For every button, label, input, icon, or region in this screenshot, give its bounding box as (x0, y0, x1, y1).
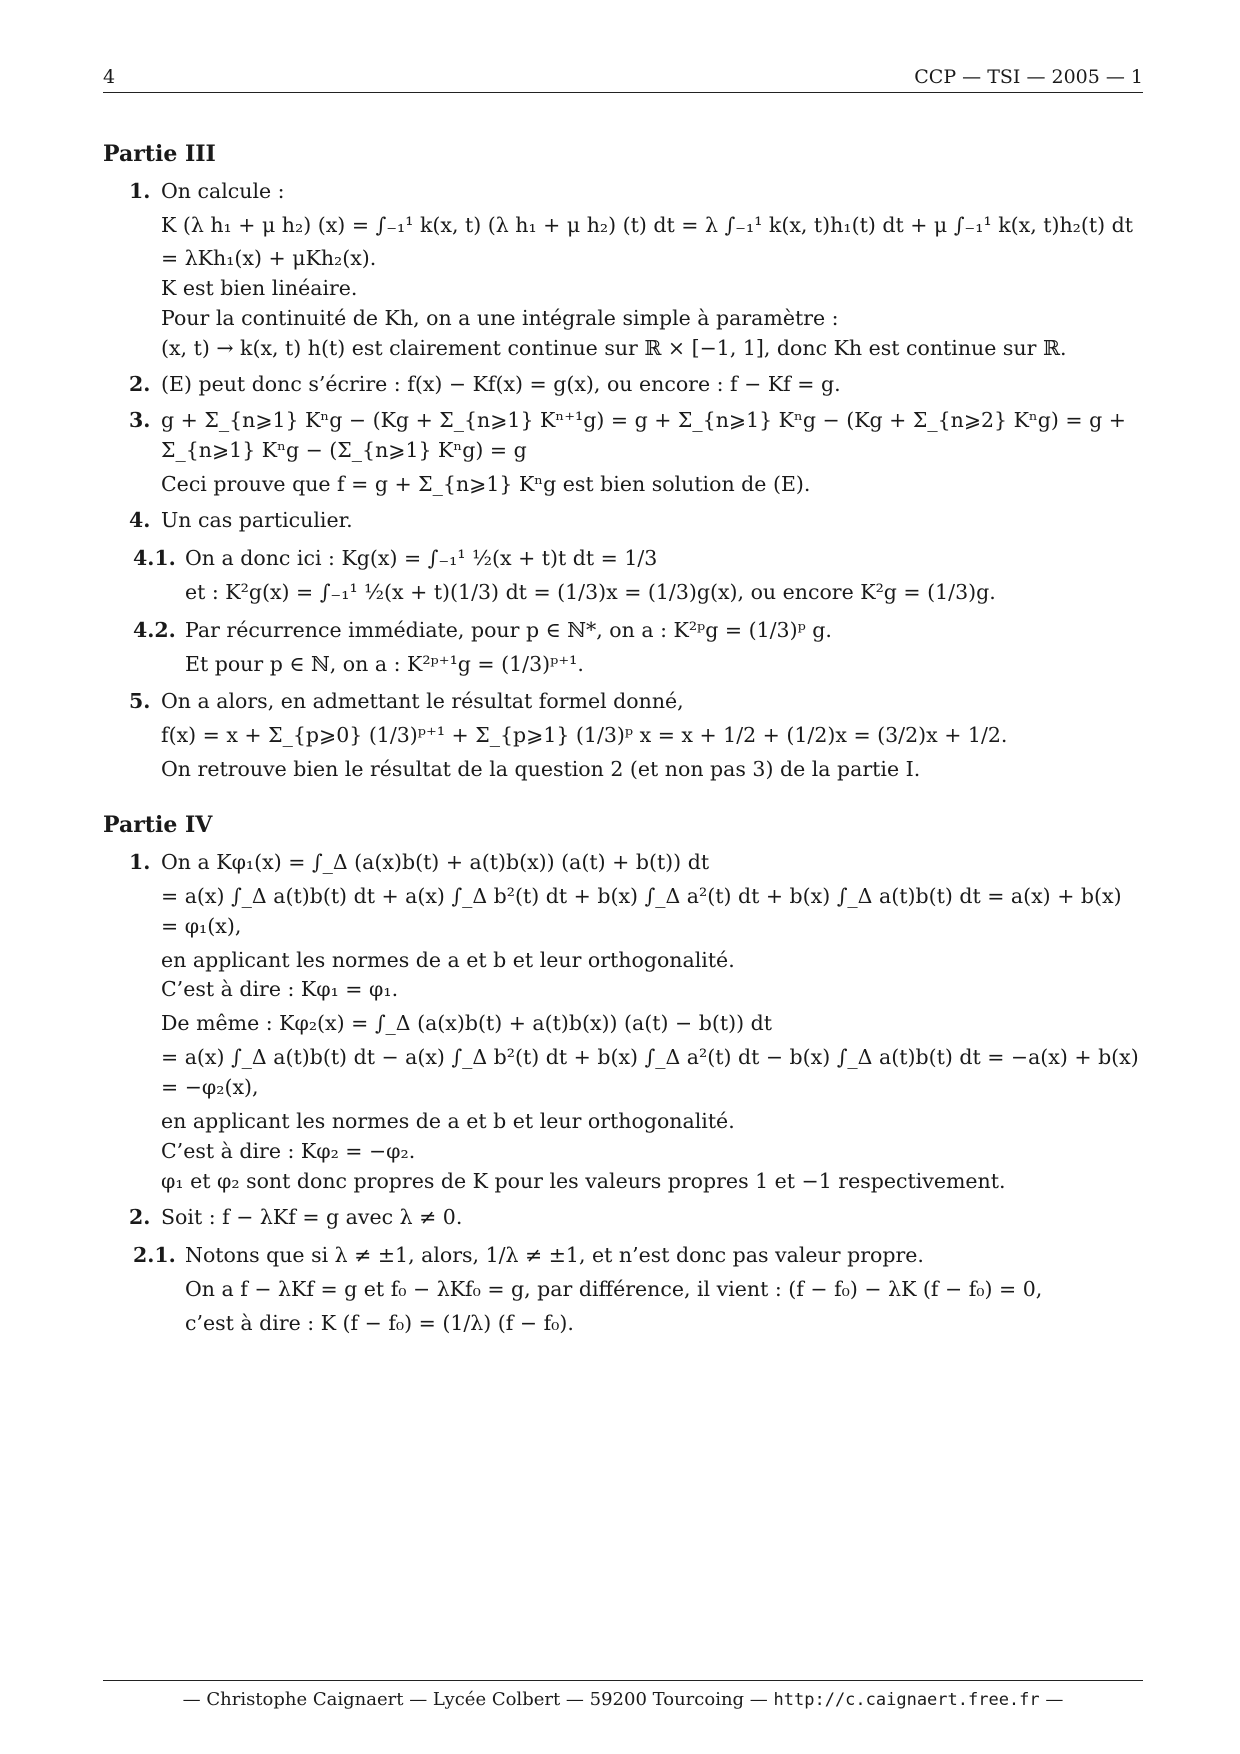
part4-q2 (103, 1203, 1143, 1233)
math-line: et : K²g(x) = ∫₋₁¹ ½(x + t)(1/3) dt = (1/3)x = (1/3)g(x), ou encore K²g = (1/3)g. (185, 579, 996, 604)
part4-q2-1 (103, 1241, 1143, 1339)
text-line: en applicant les normes de a et b et leur orthogonalité. (161, 1109, 735, 1134)
part3-q4 (103, 506, 1143, 536)
math-line: f(x) = x + Σ_{p⩾0} (1/3)ᵖ⁺¹ + Σ_{p⩾1} (1/3)ᵖ x = x + 1/2 + (1/2)x = (3/2)x + 1/2. (161, 723, 1008, 748)
math-line: De même : Kφ₂(x) = ∫_Δ (a(x)b(t) + a(t)b(x)) (a(t) − b(t)) dt (161, 1011, 772, 1036)
page-body (103, 140, 1143, 1660)
part3-q3 (103, 406, 1143, 500)
page-number: 4 (103, 66, 116, 88)
text-line: On retrouve bien le résultat de la question 2 (et non pas 3) de la partie I. (161, 757, 921, 782)
math-line: = λKh₁(x) + μKh₂(x). (161, 246, 377, 271)
part3-heading: Partie III (103, 141, 216, 167)
math-line: Et pour p ∈ ℕ, on a : K²ᵖ⁺¹g = (1/3)ᵖ⁺¹. (185, 651, 584, 676)
text-line: φ₁ et φ₂ sont donc propres de K pour les valeurs propres 1 et −1 respectivement. (161, 1169, 1006, 1193)
part4-heading: Partie IV (103, 812, 213, 839)
part3-q4-2 (103, 616, 1143, 680)
subitem-number: 2.1. (133, 1242, 176, 1267)
item-number: 2. (129, 1204, 151, 1229)
text-line: K est bien linéaire. (161, 276, 358, 301)
item-number: 4. (129, 507, 151, 532)
part3-q2 (103, 370, 1143, 400)
item-number: 1. (129, 178, 151, 203)
math-line: On a f − λKf = g et f₀ − λKf₀ = g, par différence, il vient : (f − f₀) − λK (f − f₀) = 0, (185, 1276, 1043, 1301)
text-line: en applicant les normes de a et b et leur orthogonalité. (161, 947, 735, 972)
text-line: Ceci prouve que f = g + Σ_{n⩾1} Kⁿg est bien solution de (E). (161, 471, 811, 496)
part4-q1 (103, 848, 1143, 1197)
math-line: Par récurrence immédiate, pour p ∈ ℕ*, on a : K²ᵖg = (1/3)ᵖ g. (185, 617, 832, 642)
footer-link[interactable]: http://c.caignaert.free.fr (773, 1690, 1040, 1710)
text-line: (x, t) → k(x, t) h(t) est clairement continue sur ℝ × [−1, 1], donc Kh est continue sur ℝ. (161, 336, 1067, 361)
text-line: Un cas particulier. (161, 507, 353, 532)
math-line: On a Kφ₁(x) = ∫_Δ (a(x)b(t) + a(t)b(x)) (a(t) + b(t)) dt (161, 849, 710, 874)
text-line: Pour la continuité de Kh, on a une intégrale simple à paramètre : (161, 306, 839, 331)
footer-tail: — (1045, 1689, 1064, 1710)
item-number: 2. (129, 372, 151, 397)
text-line: (E) peut donc s’écrire : f(x) − Kf(x) = g(x), ou encore : f − Kf = g. (161, 372, 841, 397)
math-line: On a donc ici : Kg(x) = ∫₋₁¹ ½(x + t)t dt = 1/3 (185, 545, 658, 570)
text-line: Soit : f − λKf = g avec λ ≠ 0. (161, 1204, 463, 1229)
item-number: 3. (129, 408, 151, 433)
page-header (103, 66, 1143, 93)
item-number: 1. (129, 849, 151, 874)
math-line: Notons que si λ ≠ ±1, alors, 1/λ ≠ ±1, et n’est donc pas valeur propre. (185, 1242, 924, 1267)
math-line: = a(x) ∫_Δ a(t)b(t) dt − a(x) ∫_Δ b²(t) dt + b(x) ∫_Δ a²(t) dt − b(x) ∫_Δ a(t)b(t) dt = −a(x) + b(x) = −φ₂(x), (161, 1045, 1139, 1100)
subitem-number: 4.2. (133, 617, 176, 642)
part3-q1 (103, 177, 1143, 365)
text-line: C’est à dire : Kφ₁ = φ₁. (161, 977, 399, 1002)
text-line: On a alors, en admettant le résultat formel donné, (161, 689, 684, 714)
header-title: CCP — TSI — 2005 — 1 (914, 66, 1143, 88)
text-line: C’est à dire : Kφ₂ = −φ₂. (161, 1139, 416, 1164)
item-number: 5. (129, 689, 151, 714)
math-line: c’est à dire : K (f − f₀) = (1/λ) (f − f₀). (185, 1310, 574, 1335)
page-footer (103, 1680, 1143, 1710)
math-line: K (λ h₁ + μ h₂) (x) = ∫₋₁¹ k(x, t) (λ h₁ + μ h₂) (t) dt = λ ∫₋₁¹ k(x, t)h₁(t) dt + μ ∫₋₁¹ k(x, t)h₂(t) dt (161, 212, 1133, 237)
math-line: g + Σ_{n⩾1} Kⁿg − (Kg + Σ_{n⩾1} Kⁿ⁺¹g) = g + Σ_{n⩾1} Kⁿg − (Kg + Σ_{n⩾2} Kⁿg) = g + Σ_{n⩾1} Kⁿg − (Σ_{n⩾1} Kⁿg) = g (161, 408, 1126, 462)
part3-q4-1 (103, 544, 1143, 608)
text-line: On calcule : (161, 178, 285, 203)
subitem-number: 4.1. (133, 545, 176, 570)
footer-text: — Christophe Caignaert — Lycée Colbert — 59200 Tourcoing — (182, 1689, 768, 1710)
math-line: = a(x) ∫_Δ a(t)b(t) dt + a(x) ∫_Δ b²(t) dt + b(x) ∫_Δ a²(t) dt + b(x) ∫_Δ a(t)b(t) dt = a(x) + b(x) = φ₁(x), (161, 883, 1122, 938)
part3-q5 (103, 687, 1143, 785)
